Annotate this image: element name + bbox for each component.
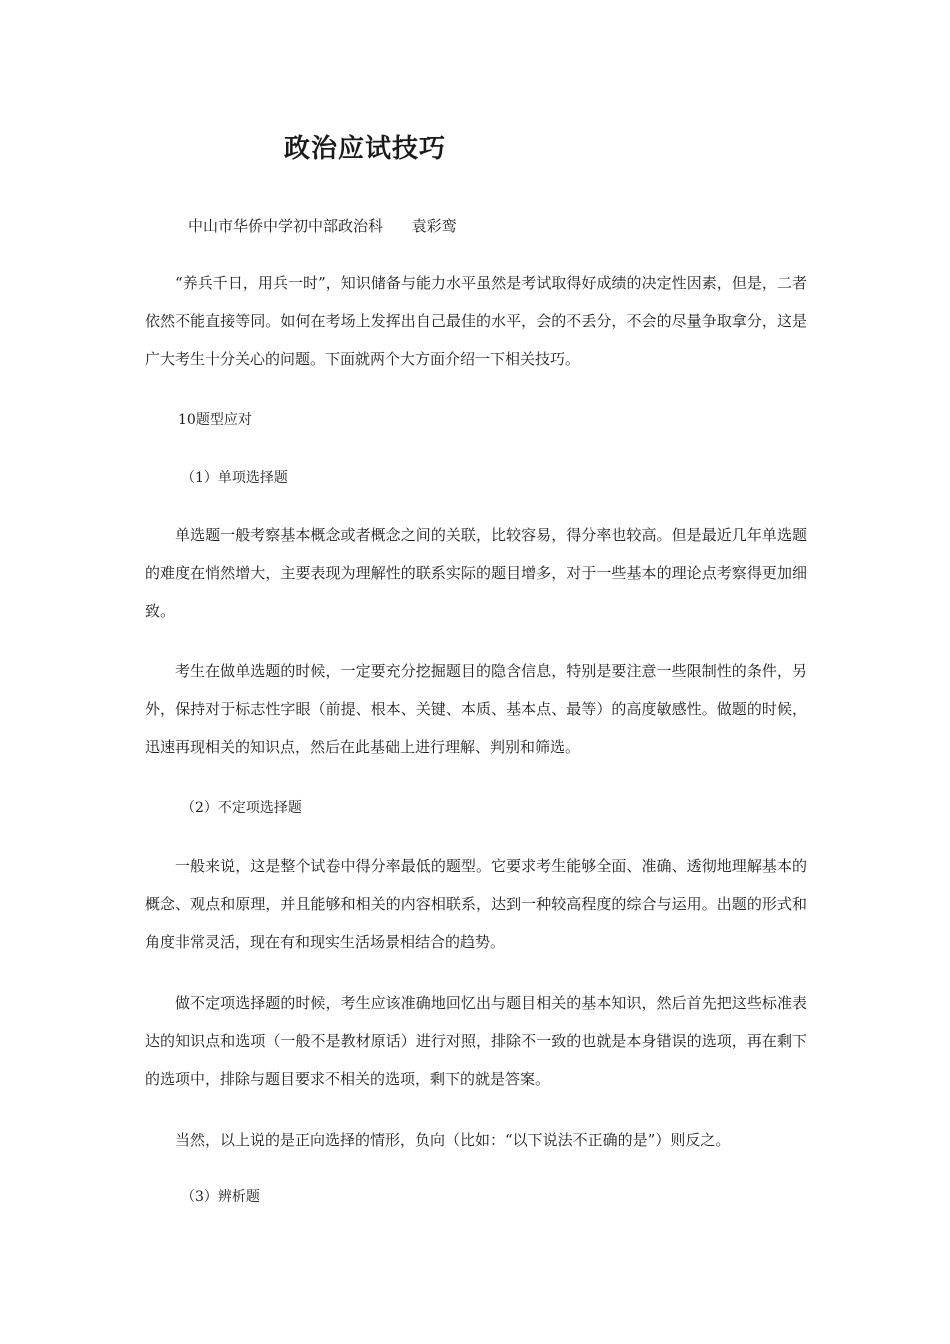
intro-paragraph: “养兵千日，用兵一时”，知识储备与能力水平虽然是考试取得好成绩的决定性因素，但是，二者依然不能直接等同。如何在考场上发挥出自己最佳的水平，会的不丢分，不会的尽量争取拿分，这是广大考生十分关心的问题。下面就两个大方面介绍一下相关技巧。 [145, 274, 807, 368]
q2-paragraph-2: 做不定项选择题的时候，考生应该准确地回忆出与题目相关的基本知识，然后首先把这些标准表达的知识点和选项（一般不是教材原话）进行对照，排除不一致的也就是本身错误的选项，再在剩下的选项中，排除与题目要求不相关的选项，剩下的就是答案。 [145, 994, 807, 1088]
document-title: 政治应试技巧 [284, 134, 447, 164]
q1-paragraph-1: 单选题一般考察基本概念或者概念之间的关联，比较容易，得分率也较高。但是最近几年单选题的难度在悄然增大，主要表现为理解性的联系实际的题目增多，对于一些基本的理论点考察得更加细致。 [145, 526, 807, 620]
section-heading: 10题型应对 [178, 412, 252, 428]
q1-paragraph-2: 考生在做单选题的时候，一定要充分挖掘题目的隐含信息，特别是要注意一些限制性的条件，另外，保持对于标志性字眼（前提、根本、关键、本质、基本点、最等）的高度敏感性。做题的时候，迅速再现相关的知识点，然后在此基础上进行理解、判别和筛选。 [145, 662, 807, 756]
q2-heading: （2）不定项选择题 [181, 800, 302, 816]
q2-paragraph-3: 当然，以上说的是正向选择的情形，负向（比如：“以下说法不正确的是”）则反之。 [175, 1131, 731, 1149]
q1-heading: （1）单项选择题 [181, 470, 288, 486]
author-line: 中山市华侨中学初中部政治科 袁彩鸾 [188, 217, 457, 235]
q2-paragraph-1: 一般来说，这是整个试卷中得分率最低的题型。它要求考生能够全面、准确、透彻地理解基本的概念、观点和原理，并且能够和相关的内容相联系，达到一种较高程度的综合与运用。出题的形式和角度非常灵活，现在有和现实生活场景相结合的趋势。 [145, 857, 807, 951]
q3-heading: （3）辨析题 [181, 1189, 260, 1205]
